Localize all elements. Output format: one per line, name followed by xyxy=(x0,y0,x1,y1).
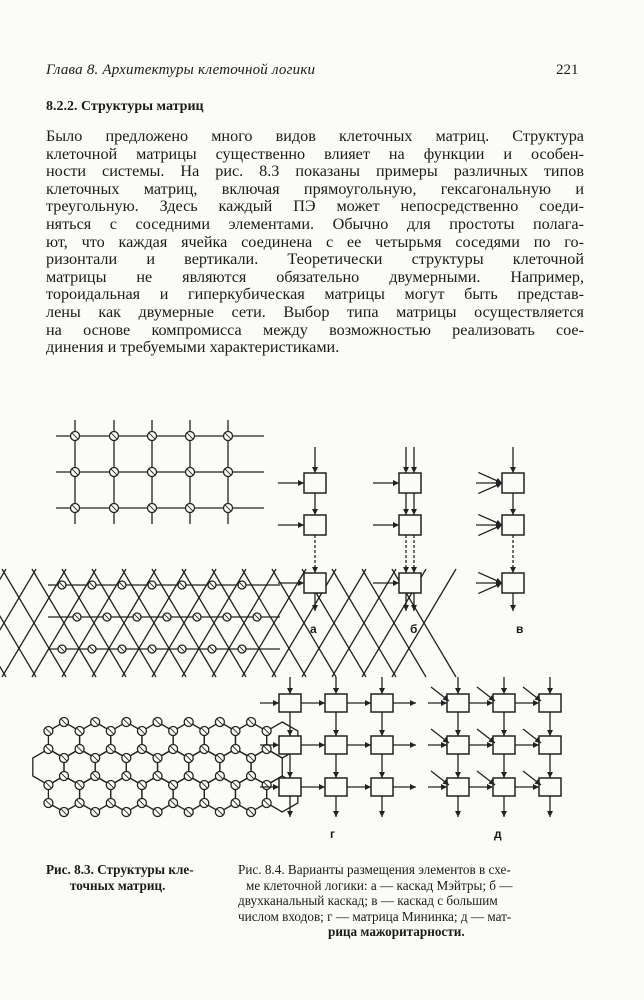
diagonal-line xyxy=(0,569,36,677)
arrow-head xyxy=(287,730,293,736)
hex-cell xyxy=(220,749,251,785)
arrow-head xyxy=(287,772,293,778)
logic-cell xyxy=(539,736,561,754)
arrow-head xyxy=(547,688,553,694)
arrow-head xyxy=(411,509,417,515)
arrow-head xyxy=(393,580,399,586)
arrow-head xyxy=(333,688,339,694)
arrow-head xyxy=(501,772,507,778)
text-line: динения и требуемыми характеристиками. xyxy=(46,338,340,357)
arrow-head xyxy=(319,784,325,790)
panel-label-e: д xyxy=(494,827,502,841)
hex-cell xyxy=(64,749,95,785)
arrow-head xyxy=(533,784,539,790)
hex-cell xyxy=(173,722,204,758)
panel-label-d: г xyxy=(330,827,335,841)
logic-cell xyxy=(399,473,421,493)
arrow-head xyxy=(379,772,385,778)
majority-matrix-diagram xyxy=(426,675,586,820)
logic-cell xyxy=(539,694,561,712)
arrow-head xyxy=(312,605,318,611)
hex-cell xyxy=(111,722,142,758)
arrow-head xyxy=(393,522,399,528)
arrow-head xyxy=(287,688,293,694)
logic-cell xyxy=(279,694,301,712)
figure-8-3-caption: Рис. 8.3. Структуры кле- точных матриц. xyxy=(46,862,194,893)
arrow-head xyxy=(403,605,409,611)
arrow-head xyxy=(273,784,279,790)
text-line: Было предложено много видов клеточных матриц. Структура xyxy=(46,127,584,145)
arrow-head xyxy=(287,811,293,817)
text-line: ности системы. На рис. 8.3 показаны примеры различных типов xyxy=(46,162,584,181)
arrow-head xyxy=(501,688,507,694)
arrow-head xyxy=(501,730,507,736)
hex-cell xyxy=(48,776,79,812)
body-paragraph xyxy=(46,128,584,357)
logic-cell xyxy=(371,778,393,796)
logic-cell xyxy=(502,573,524,593)
arrow-head xyxy=(510,467,516,473)
arrow-head xyxy=(403,467,409,473)
arrow-head xyxy=(455,772,461,778)
text-line: няться с соседними элементами. Обычно для простоты полага- xyxy=(46,214,584,233)
hex-cell xyxy=(33,749,64,785)
logic-cell xyxy=(493,778,515,796)
arrow-head xyxy=(312,567,318,573)
text-line: лены как двумерные сети. Выбор типа матрицы осуществляется xyxy=(46,302,584,321)
arrow-head xyxy=(487,700,493,706)
diagonal-line xyxy=(0,569,6,677)
arrow-head xyxy=(410,700,416,706)
arrow-head xyxy=(501,811,507,817)
arrow-head xyxy=(365,784,371,790)
hex-cell xyxy=(189,749,220,785)
page-number: 221 xyxy=(556,62,579,78)
arrow-head xyxy=(319,700,325,706)
arrow-head xyxy=(411,605,417,611)
hex-cell xyxy=(48,722,79,758)
hex-cell xyxy=(204,776,235,812)
text-line: клеточной матрицы существенно влияет на функции и особен- xyxy=(46,144,584,163)
rectangular-array-diagram xyxy=(50,418,270,528)
text-line: ют, что каждая ячейка соединена с ее четырьмя соседями по го- xyxy=(46,232,584,251)
arrow-head xyxy=(510,605,516,611)
panel-label-a: а xyxy=(310,622,317,636)
diagonal-line xyxy=(0,569,6,677)
logic-cell xyxy=(279,736,301,754)
arrow-head xyxy=(403,567,409,573)
arrow-head xyxy=(441,700,447,706)
logic-cell xyxy=(371,736,393,754)
arrow-head xyxy=(379,688,385,694)
figure-label: Рис. 8.3. xyxy=(46,862,94,877)
arrow-head xyxy=(298,580,304,586)
logic-cell xyxy=(304,573,326,593)
text-line: ризонтали и вертикали. Теоретически структуры клеточной xyxy=(46,250,584,269)
arrow-head xyxy=(273,742,279,748)
arrow-head xyxy=(403,509,409,515)
cascade-a-diagram xyxy=(280,445,350,615)
arrow-head xyxy=(533,742,539,748)
hex-cell xyxy=(173,776,204,812)
arrow-head xyxy=(455,730,461,736)
logic-cell xyxy=(493,694,515,712)
panel-label-b: б xyxy=(410,622,418,636)
arrow-head xyxy=(379,730,385,736)
hex-cell xyxy=(95,749,126,785)
arrow-head xyxy=(365,742,371,748)
arrow-head xyxy=(455,811,461,817)
logic-cell xyxy=(502,473,524,493)
arrow-head xyxy=(510,509,516,515)
hex-cell xyxy=(142,722,173,758)
logic-cell xyxy=(371,694,393,712)
arrow-head xyxy=(333,811,339,817)
text-line: на основе компромисса между возможностью реализовать сое- xyxy=(46,320,584,339)
arrow-head xyxy=(410,784,416,790)
cascade-b-diagram xyxy=(375,445,445,615)
arrow-head xyxy=(441,784,447,790)
arrow-head xyxy=(455,688,461,694)
hex-cell xyxy=(111,776,142,812)
arrow-head xyxy=(273,700,279,706)
arrow-head xyxy=(298,522,304,528)
cascade-c-diagram xyxy=(478,445,558,615)
arrow-head xyxy=(487,784,493,790)
arrow-head xyxy=(410,742,416,748)
arrow-head xyxy=(441,742,447,748)
logic-cell xyxy=(304,515,326,535)
arrow-head xyxy=(411,567,417,573)
arrow-head xyxy=(411,467,417,473)
arrow-head xyxy=(312,509,318,515)
triangular-array-diagram xyxy=(44,565,284,685)
arrow-head xyxy=(312,467,318,473)
arrow-head xyxy=(333,772,339,778)
logic-cell xyxy=(399,515,421,535)
logic-cell xyxy=(447,694,469,712)
logic-cell xyxy=(304,473,326,493)
figure-label: Рис. 8.4. xyxy=(238,862,285,877)
mininka-matrix-diagram xyxy=(258,675,418,820)
section-heading: 8.2.2. Структуры матриц xyxy=(46,99,204,114)
hex-cell xyxy=(126,749,157,785)
text-line: клеточных матриц, включая прямоугольную, гексагональную и xyxy=(46,179,584,198)
text-line: матрицы не являются обязательно двумерными. Например, xyxy=(46,267,584,286)
hex-cell xyxy=(80,722,111,758)
text-line: треугольную. Здесь каждый ПЭ может непосредственно соеди- xyxy=(46,197,584,216)
logic-cell xyxy=(399,573,421,593)
hexagonal-array-diagram xyxy=(44,710,284,850)
logic-cell xyxy=(539,778,561,796)
arrow-head xyxy=(547,811,553,817)
text-line: тороидальная и гиперкубическая матрицы могут быть представ- xyxy=(46,285,584,304)
panel-label-c: в xyxy=(516,622,524,636)
arrow-head xyxy=(487,742,493,748)
logic-cell xyxy=(325,694,347,712)
arrow-head xyxy=(319,742,325,748)
hex-cell xyxy=(80,776,111,812)
arrow-head xyxy=(510,567,516,573)
arrow-head xyxy=(533,700,539,706)
diagonal-line xyxy=(0,569,36,677)
arrow-head xyxy=(547,730,553,736)
chapter-header: Глава 8. Архитектуры клеточной логики xyxy=(46,62,316,78)
arrow-head xyxy=(365,700,371,706)
hex-cell xyxy=(204,722,235,758)
logic-cell xyxy=(447,778,469,796)
logic-cell xyxy=(325,736,347,754)
arrow-head xyxy=(379,811,385,817)
arrow-head xyxy=(547,772,553,778)
hex-cell xyxy=(142,776,173,812)
logic-cell xyxy=(325,778,347,796)
logic-cell xyxy=(447,736,469,754)
hex-cell xyxy=(158,749,189,785)
logic-cell xyxy=(493,736,515,754)
logic-cell xyxy=(502,515,524,535)
arrow-head xyxy=(393,480,399,486)
arrow-head xyxy=(298,480,304,486)
arrow-head xyxy=(333,730,339,736)
figure-8-4-caption: Рис. 8.4. Варианты размещения элементов в схе- ме клеточной логики: а — каскад Мэйтры; б — двухканальный каскад; в — каскад с большим числом входов; г — матрица Мининка; д — мат- рица мажоритарности. xyxy=(238,862,513,939)
logic-cell xyxy=(279,778,301,796)
